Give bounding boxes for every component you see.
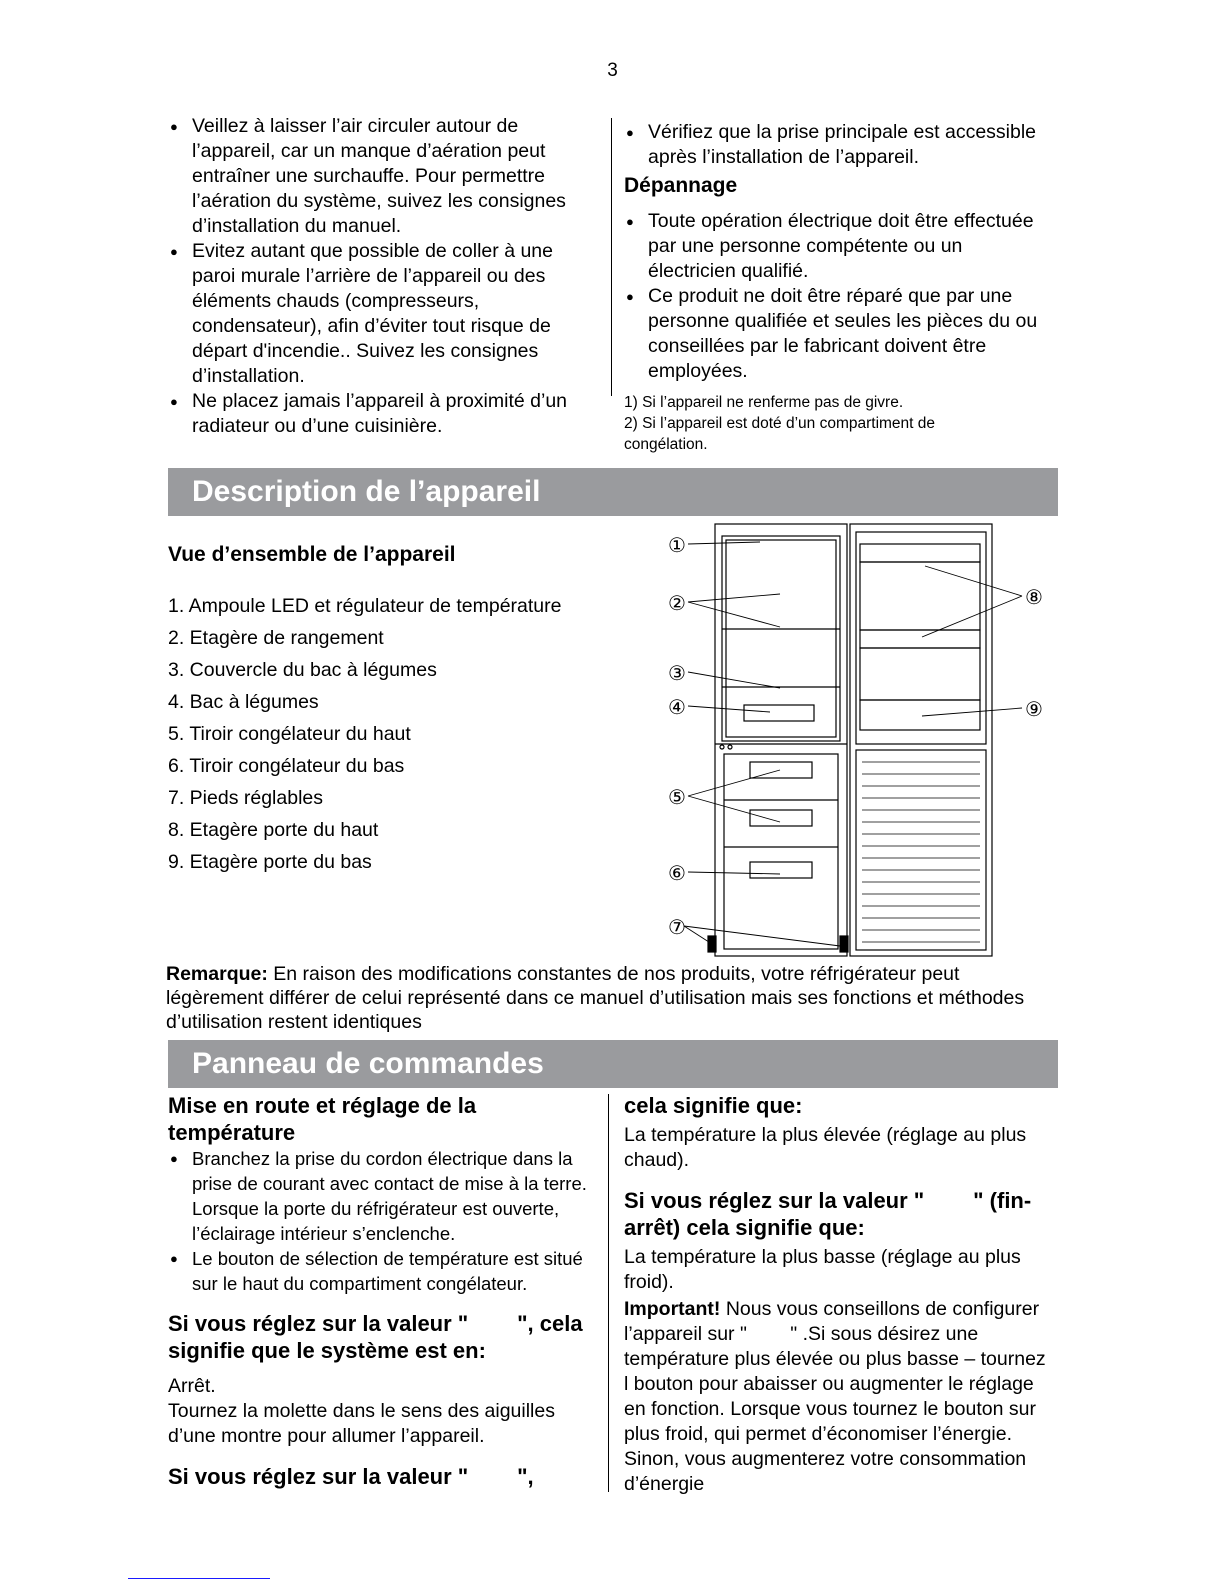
setting-max-heading: Si vous réglez sur la valeur " " (fin-arrêt) cela signifie que:: [624, 1188, 1032, 1240]
list-item: 5. Tiroir congélateur du haut: [168, 723, 411, 745]
column-divider: [608, 1094, 609, 1492]
fridge-body: [715, 524, 847, 956]
callout-4: ④: [668, 695, 686, 719]
list-item: 2. Etagère de rangement: [168, 627, 384, 649]
list-item: ● Vérifiez que la prise principale est accessible après l’installation de l’appareil.: [624, 120, 1054, 170]
list-item: ● Ne placez jamais l’appareil à proximité d’un radiateur ou d’une cuisinière.: [168, 389, 598, 439]
warmest-text: La température la plus élevée (réglage au plus chaud).: [624, 1124, 1027, 1171]
callout-5: ⑤: [668, 785, 686, 809]
top-right-column: [624, 120, 1054, 455]
page-number: 3: [607, 60, 618, 81]
section-title-control-panel: Panneau de commandes: [168, 1040, 1058, 1088]
fridge-diagram: [660, 522, 1060, 967]
section-title-description: Description de l’appareil: [168, 468, 1058, 516]
list-item: 3. Couvercle du bac à légumes: [168, 659, 437, 681]
important-text: Nous vous conseillons de configurer l’appareil sur " " .Si sous désirez une température plus élevée ou plus basse – tournez l bouton pour abaisser ou augmenter le réglage en fonction. Lorsque vous tournez le bouton sur plus froid, qui permet d’économiser l’énergie. Sinon, vous augmenterez votre consommation d’énergie: [624, 1298, 1052, 1495]
coldest-text: La température la plus basse (réglage au plus froid).: [624, 1246, 1021, 1293]
list-item: ● Toute opération électrique doit être effectuée par une personne compétente ou un électricien qualifié.: [624, 209, 1054, 284]
remark-label: Remarque:: [166, 963, 268, 985]
list-item: 7. Pieds réglables: [168, 787, 324, 809]
list-item: 8. Etagère porte du haut: [168, 819, 379, 841]
parts-list: [168, 590, 628, 878]
column-divider: [611, 118, 612, 396]
footnote-1: 1) Si l’appareil ne renferme pas de givre.: [624, 394, 904, 411]
list-item: 1. Ampoule LED et régulateur de température: [168, 595, 562, 617]
callout-9: ⑨: [1025, 697, 1043, 721]
startup-heading: Mise en route et réglage de la température: [168, 1093, 477, 1145]
list-item: ● Evitez autant que possible de coller à une paroi murale l’arrière de l’appareil ou des éléments chauds (compresseurs, condensateur), afin d’éviter tout risque de départ d'incendie.. Suivez les consignes d’installation.: [168, 239, 598, 389]
list-item: 6. Tiroir congélateur du bas: [168, 755, 405, 777]
important-paragraph: [624, 1297, 1054, 1497]
list-item: 9. Etagère porte du bas: [168, 851, 372, 873]
callout-8: ⑧: [1025, 585, 1043, 609]
top-left-bullet-list: [168, 114, 598, 439]
bottom-right-column: [624, 1092, 1054, 1497]
callout-6: ⑥: [668, 861, 686, 885]
footnote-2: 2) Si l’appareil est doté d’un compartiment de congélation.: [624, 415, 936, 453]
callout-7: ⑦: [668, 915, 686, 939]
troubleshooting-heading: Dépannage: [624, 174, 738, 197]
startup-bullets: [168, 1146, 598, 1296]
remark-text: En raison des modifications constantes de nos produits, votre réfrigérateur peut légèrement différer de celui représenté dans ce manuel d’utilisation mais ses fonctions et méthodes d’utilisation restent identiques: [166, 963, 1025, 1033]
troubleshooting-bullets: [624, 209, 1054, 384]
off-text: Arrêt.: [168, 1375, 216, 1397]
list-item: ● Ce produit ne doit être réparé que par une personne qualifiée et seules les pièces du ou conseillées par le fabricant doivent être employées.: [624, 284, 1054, 384]
list-item: 4. Bac à légumes: [168, 691, 319, 713]
setting-off-heading: Si vous réglez sur la valeur " ", cela signifie que le système est en:: [168, 1311, 595, 1363]
footer-rule: [128, 1578, 270, 1579]
top-left-column: [168, 114, 598, 439]
list-item: ● Le bouton de sélection de température est situé sur le haut du compartiment congélateur.: [168, 1246, 598, 1296]
callout-1: ①: [668, 533, 686, 557]
turn-knob-text: Tournez la molette dans le sens des aiguilles d’une montre pour allumer l’appareil.: [168, 1400, 555, 1447]
bottom-left-column: [168, 1092, 598, 1490]
top-right-bullet-first: [624, 120, 1054, 170]
callout-3: ③: [668, 661, 686, 685]
setting-heading-continued: Si vous réglez sur la valeur " ",: [168, 1464, 534, 1489]
meaning-heading: cela signifie que:: [624, 1093, 803, 1118]
list-item: ● Veillez à laisser l’air circuler autour de l’appareil, car un manque d’aération peut entraîner une surchauffe. Pour permettre l’aération du système, suivez les consignes d’installation du manuel.: [168, 114, 598, 239]
remark-paragraph: [166, 962, 1046, 1034]
callout-2: ②: [668, 591, 686, 615]
list-item: ● Branchez la prise du cordon électrique dans la prise de courant avec contact de mise à la terre. Lorsque la porte du réfrigérateur est ouverte, l’éclairage intérieur s’enclenche.: [168, 1146, 598, 1246]
overview-subtitle: Vue d’ensemble de l’appareil: [168, 543, 456, 566]
important-label: Important!: [624, 1298, 721, 1320]
